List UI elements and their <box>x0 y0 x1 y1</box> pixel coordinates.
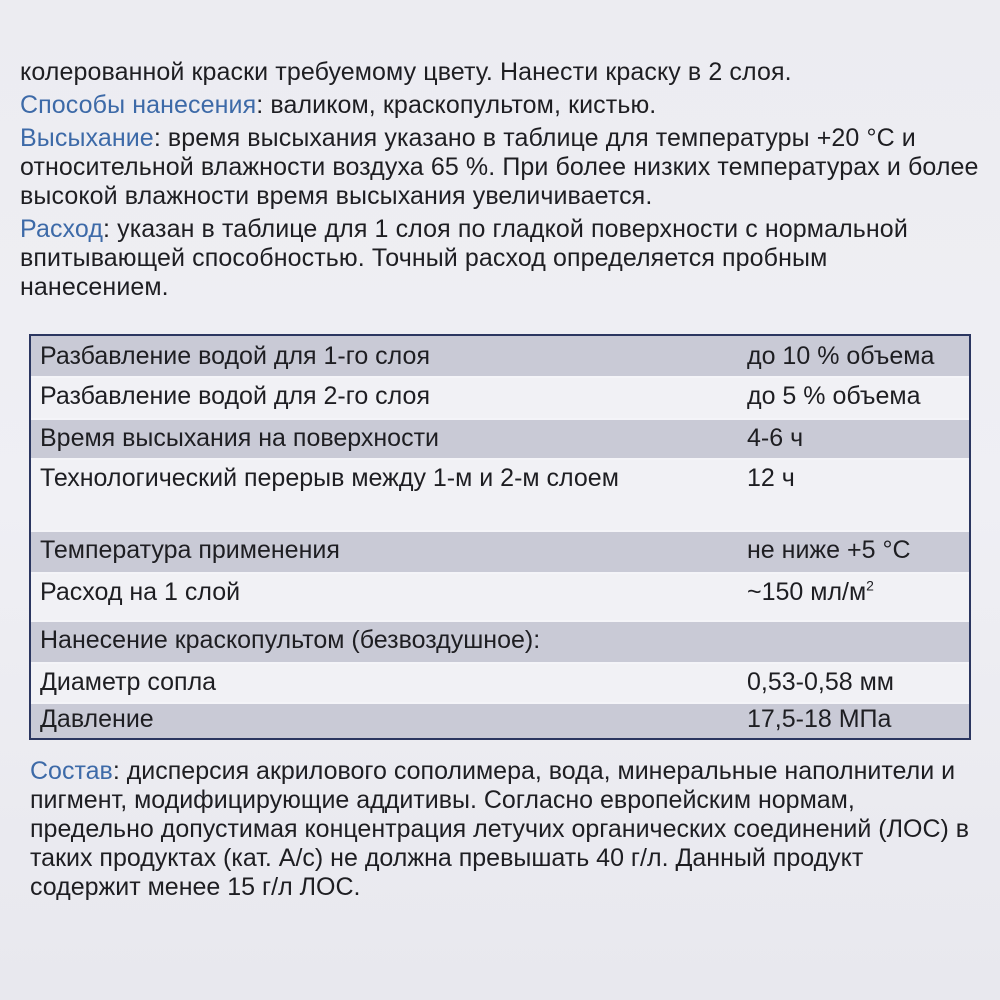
methods-label: Способы нанесения <box>20 91 257 119</box>
value-cell <box>747 578 967 607</box>
param-cell: Нанесение краскопультом (безвоздушное): <box>40 626 541 654</box>
intro-line <box>20 58 980 87</box>
consumption-label: Расход <box>20 215 104 243</box>
value-cell: 4-6 ч <box>747 424 804 452</box>
param-cell: Время высыхания на поверхности <box>40 424 439 452</box>
table-row <box>31 620 969 662</box>
table-row <box>31 458 969 530</box>
drying-text: : время высыхания указано в таблице для температуры +20 °С и относительной влажности воздуха 65 %. При более низких температурах и более высокой влажности время высыхания увеличивается. <box>20 124 979 210</box>
methods-paragraph <box>20 91 980 120</box>
row-divider <box>31 620 969 622</box>
table-row <box>31 702 969 738</box>
consumption-text: : указан в таблице для 1 слоя по гладкой поверхности с нормальной впитывающей способностью. Точный расход определяется пробным нанесением. <box>20 215 908 301</box>
row-divider <box>31 662 969 664</box>
param-cell: Технологический перерыв между 1-м и 2-м слоем <box>40 464 619 492</box>
composition-paragraph <box>30 757 980 902</box>
table-row <box>31 662 969 702</box>
row-divider <box>31 458 969 460</box>
value-cell: 0,53-0,58 мм <box>747 668 894 696</box>
table-row <box>31 530 969 572</box>
table-row <box>31 418 969 458</box>
row-divider <box>31 572 969 574</box>
value-cell: не ниже +5 °С <box>747 536 911 564</box>
value-text: ~150 мл/м <box>747 578 867 606</box>
drying-paragraph <box>20 124 980 211</box>
value-cell: до 10 % объема <box>747 342 935 370</box>
param-cell: Разбавление водой для 1-го слоя <box>40 342 430 370</box>
composition-label: Состав <box>30 757 113 785</box>
param-cell: Разбавление водой для 2-го слоя <box>40 382 430 410</box>
value-cell: до 5 % объема <box>747 382 921 410</box>
value-cell: 12 ч <box>747 464 795 492</box>
table-row <box>31 336 969 376</box>
row-divider <box>31 702 969 704</box>
drying-label: Высыхание <box>20 124 154 152</box>
param-cell: Диаметр сопла <box>40 668 217 696</box>
param-cell: Расход на 1 слой <box>40 578 241 606</box>
param-cell: Температура применения <box>40 536 340 564</box>
table-row <box>31 572 969 620</box>
unit-superscript: 2 <box>866 577 874 594</box>
row-divider <box>31 376 969 378</box>
table-row <box>31 376 969 418</box>
row-divider <box>31 418 969 420</box>
intro-line-text: колерованной краски требуемому цвету. Нанести краску в 2 слоя. <box>20 58 792 86</box>
consumption-paragraph <box>20 215 980 302</box>
instructions-text <box>20 58 980 306</box>
composition-text: : дисперсия акрилового сополимера, вода, минеральные наполнители и пигмент, модифицирующие аддитивы. Согласно европейским нормам, предельно допустимая концентрация летучих органических соединений (ЛОС) в таких продуктах (кат. А/с) не должна превышать 40 г/л. Данный продукт содержит менее 15 г/л ЛОС. <box>30 757 970 901</box>
row-divider <box>31 530 969 532</box>
specifications-table <box>29 334 971 740</box>
param-cell: Давление <box>40 705 154 733</box>
value-cell: 17,5-18 МПа <box>747 705 892 733</box>
methods-text: : валиком, краскопультом, кистью. <box>256 91 657 119</box>
